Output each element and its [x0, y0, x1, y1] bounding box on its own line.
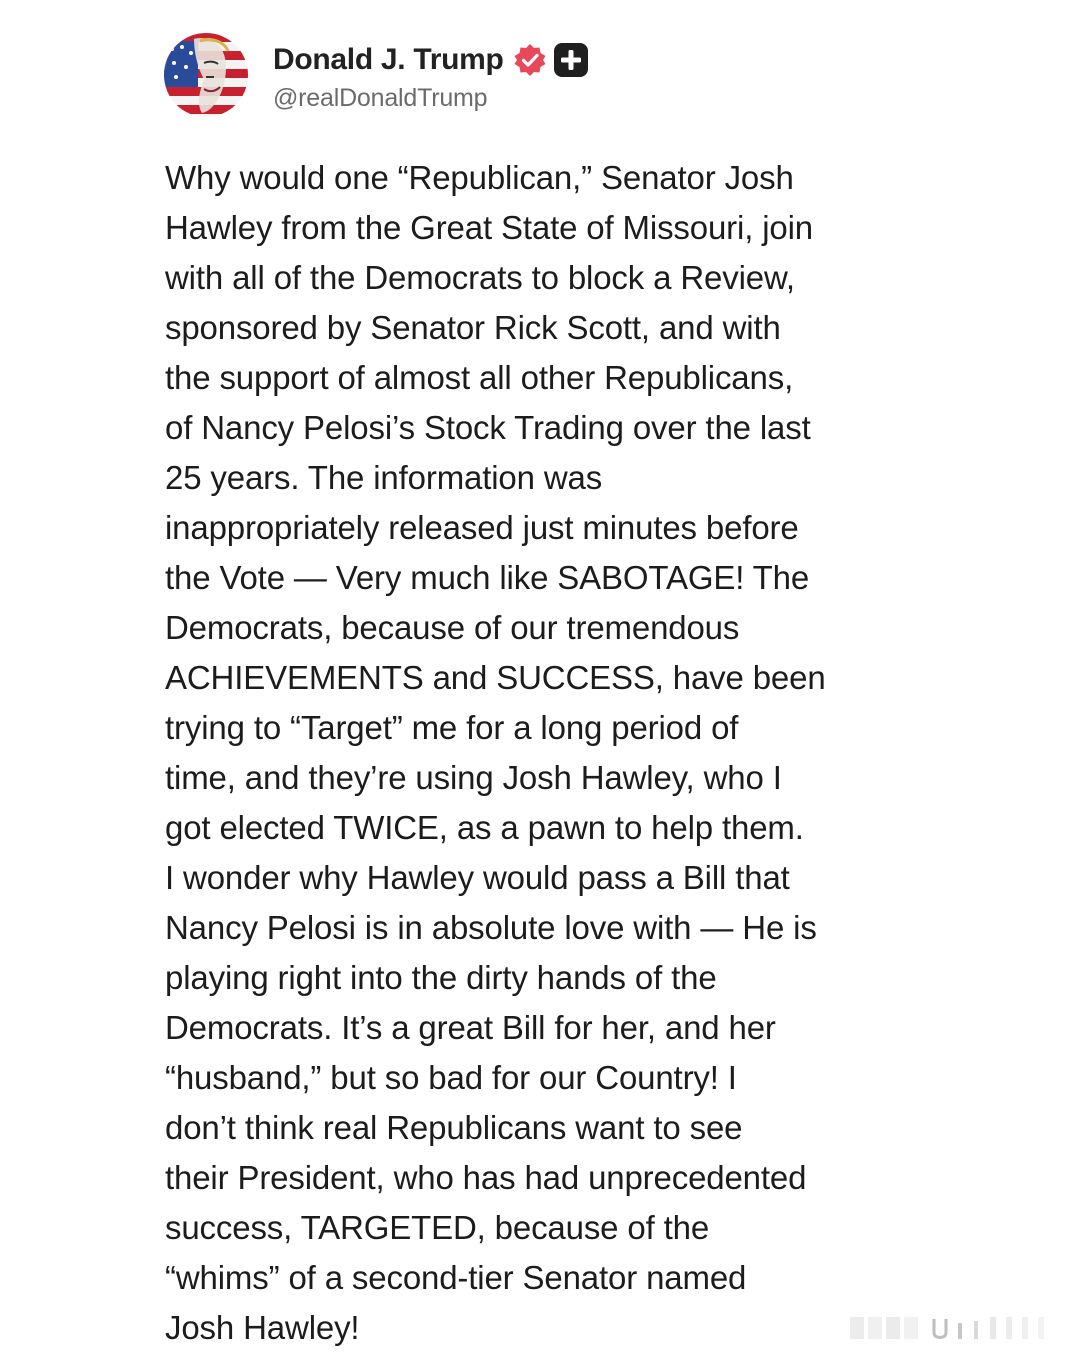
- display-name[interactable]: Donald J. Trump: [273, 42, 504, 76]
- post-line: Nancy Pelosi is in absolute love with — He is: [165, 909, 817, 946]
- post-line: of Nancy Pelosi’s Stock Trading over the last: [165, 409, 811, 446]
- post-line: got elected TWICE, as a pawn to help them.: [165, 809, 804, 846]
- post-line: Democrats, because of our tremendous: [165, 609, 740, 646]
- post-line: their President, who has had unprecedented: [165, 1159, 807, 1196]
- watermark-graphic: [850, 1313, 1060, 1343]
- post-line: success, TARGETED, because of the: [165, 1209, 710, 1246]
- post-line: the support of almost all other Republicans,: [165, 359, 794, 396]
- post-line: trying to “Target” me for a long period of: [165, 709, 739, 746]
- post-line: Democrats. It’s a great Bill for her, and her: [165, 1009, 776, 1046]
- post-line: the Vote — Very much like SABOTAGE! The: [165, 559, 810, 596]
- post-line: Hawley from the Great State of Missouri, join: [165, 209, 813, 246]
- plus-badge-icon: [553, 42, 589, 78]
- post-line: “whims” of a second-tier Senator named: [165, 1259, 747, 1296]
- post-line: inappropriately released just minutes before: [165, 509, 799, 546]
- post-line: time, and they’re using Josh Hawley, who I: [165, 759, 782, 796]
- account-identity: [273, 38, 589, 113]
- verified-badge-icon: [513, 43, 547, 77]
- post-line: don’t think real Republicans want to see: [165, 1109, 743, 1146]
- post-line: with all of the Democrats to block a Review,: [165, 259, 795, 296]
- post-line: I wonder why Hawley would pass a Bill that: [165, 859, 790, 896]
- post-line: ACHIEVEMENTS and SUCCESS, have been: [165, 659, 826, 696]
- post-line: Josh Hawley!: [165, 1309, 360, 1346]
- post-line: 25 years. The information was: [165, 459, 603, 496]
- post-body: [165, 153, 925, 1353]
- post-line: sponsored by Senator Rick Scott, and with: [165, 309, 781, 346]
- avatar[interactable]: [164, 33, 248, 117]
- avatar-image: [164, 33, 248, 117]
- post-line: playing right into the dirty hands of the: [165, 959, 717, 996]
- post-line: “husband,” but so bad for our Country! I: [165, 1059, 737, 1096]
- name-row: [273, 38, 589, 82]
- account-handle[interactable]: @realDonaldTrump: [273, 83, 488, 112]
- post-header: [164, 32, 589, 118]
- post-line: Why would one “Republican,” Senator Josh: [165, 159, 794, 196]
